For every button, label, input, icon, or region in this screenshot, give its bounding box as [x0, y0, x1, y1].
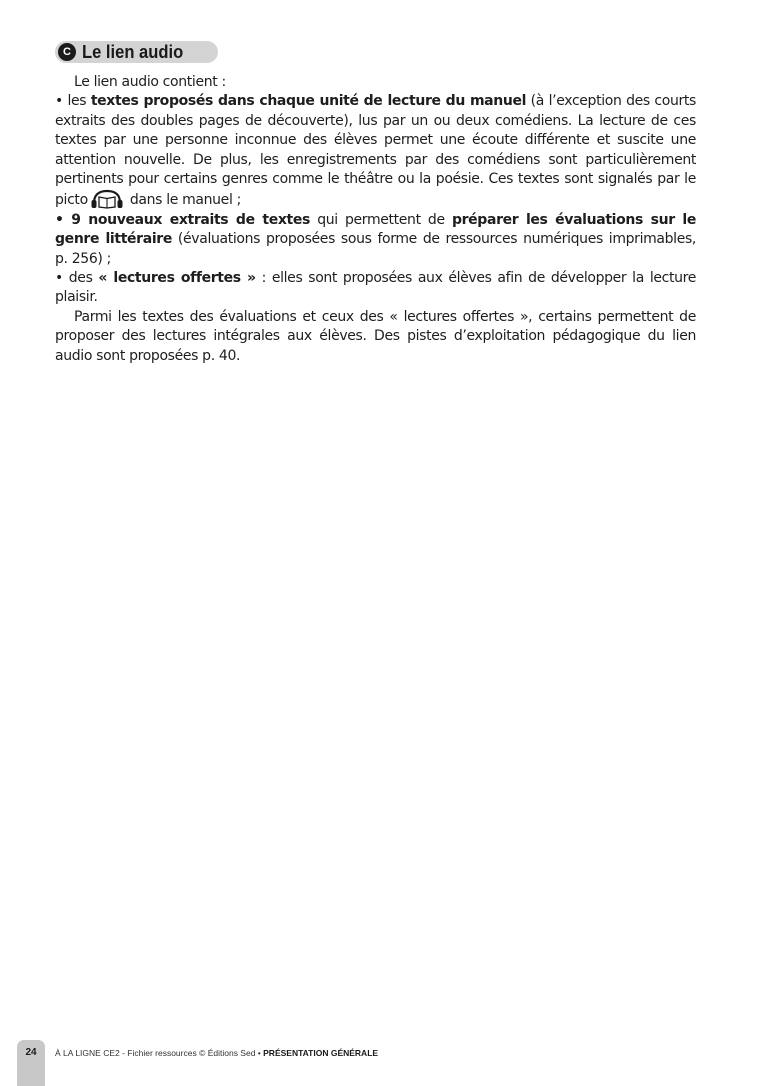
headphones-book-icon [90, 189, 124, 209]
section-heading [55, 41, 218, 63]
bullet-bold: • 9 nouveaux extraits de textes [55, 211, 310, 228]
bullet-prefix: • les [55, 93, 91, 110]
bullet-bold-2: préparer les évaluations sur le genre littéraire [55, 211, 697, 248]
bullet-prefix: • des [55, 270, 99, 287]
section-letter-badge: C [58, 43, 76, 61]
bullet-item-textes [55, 92, 696, 210]
bullet-bold: textes proposés dans chaque unité de lecture du manuel [90, 93, 527, 110]
page-number: 24 [25, 1047, 37, 1058]
bullet-text-end: (évaluations proposées sous forme de ressources numériques imprimables, p. 256) ; [55, 231, 697, 267]
bullet-bold: « lectures offertes » [98, 270, 256, 287]
bullet-text: : elles sont proposées aux élèves afin de développer la lecture plaisir. [55, 270, 696, 306]
footer-section: PRÉSENTATION GÉNÉRALE [263, 1048, 379, 1058]
bullet-item-lectures [55, 269, 696, 308]
bullet-text: qui permettent de [310, 211, 452, 228]
bullet-text-end: dans le manuel ; [125, 192, 241, 209]
section-title: Le lien audio [82, 42, 184, 62]
intro-paragraph: Le lien audio contient : [74, 74, 226, 90]
bullet-item-extraits [55, 211, 696, 269]
bullet-text: (à l’exception des courts extraits des doubles pages de découverte), lus par un ou deux comédiens. La lecture de ces textes par une personne inconnue des élèves permet une écoute différente et suscite une attention nouvelle. De plus, les enregistrements par des comédiens sont particulièrement pertinents pour certains genres comme le théâtre ou la poésie. Ces textes sont signalés par le picto [55, 93, 696, 209]
closing-paragraph: Parmi les textes des évaluations et ceux des « lectures offertes », certains permettent de proposer des lectures intégrales aux élèves. Des pistes d’exploitation pédagogique du lien audio sont proposées p. 40. [55, 308, 696, 364]
body-text [55, 73, 696, 366]
footer-text [55, 1047, 378, 1059]
footer-credit: À LA LIGNE CE2 - Fichier ressources © Éditions Sed • [55, 1048, 264, 1058]
page-number-tab [17, 1040, 45, 1086]
